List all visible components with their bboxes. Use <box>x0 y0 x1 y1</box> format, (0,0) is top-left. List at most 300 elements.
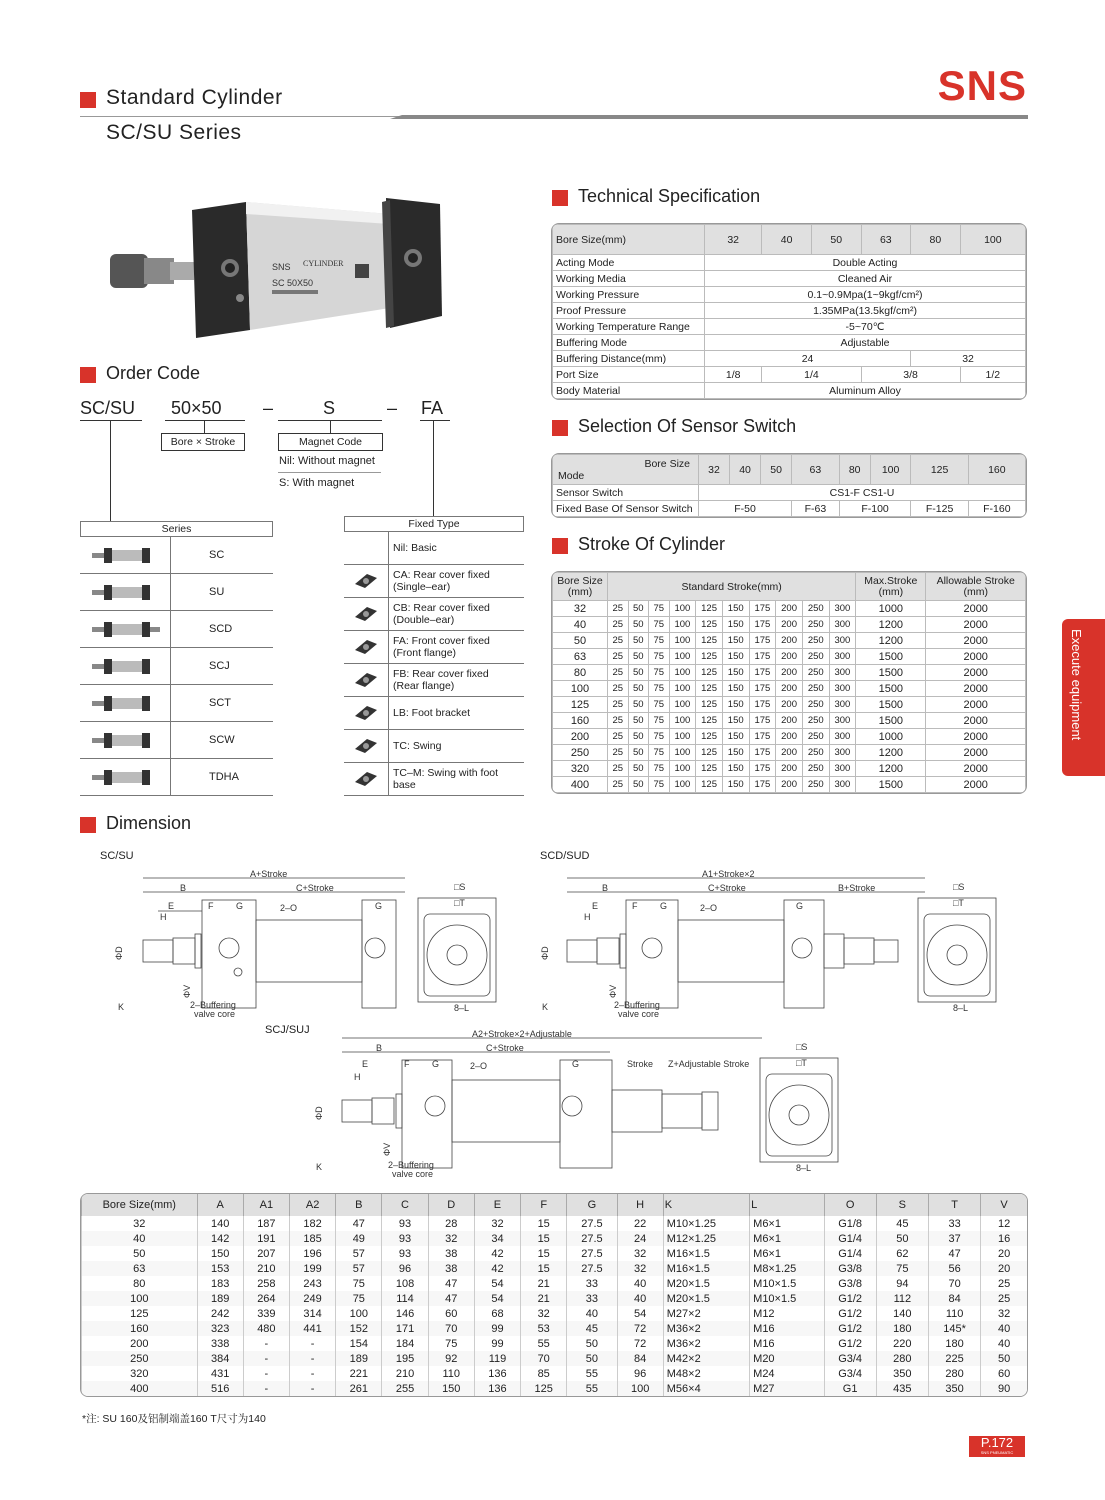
dim-cell: 62 <box>876 1246 928 1261</box>
dim-cell: 27.5 <box>567 1246 617 1261</box>
stroke-value: 125 <box>696 713 723 729</box>
stroke-value: 100 <box>669 777 696 793</box>
stroke-max: 1500 <box>856 713 926 729</box>
dim-cell: 93 <box>382 1246 428 1261</box>
stroke-row <box>553 697 1026 713</box>
pressure-label: Working Pressure <box>553 287 705 303</box>
stroke-value: 25 <box>608 649 629 665</box>
series-code: SC <box>209 549 225 561</box>
dim-cell: 34 <box>474 1231 520 1246</box>
proof-value: 1.35MPa(13.5kgf/cm²) <box>705 303 1026 319</box>
dim-row <box>82 1276 1028 1291</box>
stroke-value: 150 <box>722 633 749 649</box>
sensor-mode-label: Mode <box>558 470 585 482</box>
sensor-bore-50: 50 <box>761 455 792 485</box>
dim-cell: G1/8 <box>824 1216 876 1231</box>
fixed-connector <box>433 421 434 517</box>
scd-buf1-label: 2–Buffering <box>614 1000 660 1010</box>
dim-row <box>82 1381 1028 1396</box>
dim-cell: 40 <box>981 1321 1027 1336</box>
dim-cell: 55 <box>521 1336 567 1351</box>
dim-cell: 185 <box>289 1231 335 1246</box>
stroke-value: 100 <box>669 745 696 761</box>
dim-cell: G1/2 <box>824 1291 876 1306</box>
series-image-su <box>80 574 171 610</box>
scd-f-label: F <box>632 901 638 911</box>
pressure-value: 0.1~0.9Mpa(1~9kgf/cm²) <box>705 287 1026 303</box>
stroke-value: 250 <box>802 761 829 777</box>
dim-header: L <box>750 1194 824 1216</box>
sensor-base-f50: F-50 <box>699 501 792 517</box>
dim-cell: 47 <box>428 1276 474 1291</box>
stroke-value: 250 <box>802 617 829 633</box>
dim-cell: 150 <box>197 1246 243 1261</box>
dim-cell: 60 <box>981 1366 1027 1381</box>
stroke-value: 25 <box>608 697 629 713</box>
dim-cell: 32 <box>428 1231 474 1246</box>
fixed-type-header: Fixed Type <box>344 516 524 532</box>
dim-cell: M36×2 <box>663 1321 749 1336</box>
stroke-bore: 40 <box>553 617 608 633</box>
stroke-bore: 100 <box>553 681 608 697</box>
stroke-value: 175 <box>749 697 776 713</box>
dim-row <box>82 1321 1028 1336</box>
stroke-row <box>553 713 1026 729</box>
stroke-value: 300 <box>829 649 856 665</box>
sc-a-label: A+Stroke <box>250 869 288 879</box>
sensor-marker <box>552 420 568 436</box>
dim-cell: 140 <box>197 1216 243 1231</box>
dim-cell: 250 <box>82 1351 198 1366</box>
scd-k-label: K <box>542 1002 549 1012</box>
stroke-value: 200 <box>776 665 803 681</box>
dim-cell: 54 <box>474 1276 520 1291</box>
dim-cell: 210 <box>243 1261 289 1276</box>
dim-cell: 384 <box>197 1351 243 1366</box>
sensor-bore-80: 80 <box>839 455 870 485</box>
dim-cell: 100 <box>336 1306 382 1321</box>
dim-cell: 99 <box>474 1336 520 1351</box>
media-label: Working Media <box>553 271 705 287</box>
series-image-scd <box>80 611 171 647</box>
dim-cell: 68 <box>474 1306 520 1321</box>
dim-cell: G3/4 <box>824 1351 876 1366</box>
stroke-value: 25 <box>608 729 629 745</box>
dim-cell: 27.5 <box>567 1231 617 1246</box>
dim-cell: 56 <box>928 1261 980 1276</box>
series-image-scj <box>80 648 171 684</box>
dim-cell: 33 <box>567 1276 617 1291</box>
stroke-value: 100 <box>669 649 696 665</box>
stroke-max: 1000 <box>856 601 926 617</box>
port-label: Port Size <box>553 367 705 383</box>
stroke-value: 200 <box>776 649 803 665</box>
dim-cell: 142 <box>197 1231 243 1246</box>
stroke-allow: 2000 <box>926 745 1026 761</box>
dim-header: Bore Size(mm) <box>82 1194 198 1216</box>
scj-z-label: Z+Adjustable Stroke <box>668 1059 750 1069</box>
dim-header: V <box>981 1194 1027 1216</box>
dim-cell: 75 <box>336 1276 382 1291</box>
series-code: SU <box>209 586 225 598</box>
fixed-type-line2: (Front flange) <box>393 647 457 659</box>
stroke-allow: 2000 <box>926 665 1026 681</box>
dim-cell: - <box>243 1336 289 1351</box>
dim-cell: M6×1 <box>750 1231 824 1246</box>
dim-cell: 323 <box>197 1321 243 1336</box>
stroke-value: 150 <box>722 665 749 681</box>
stroke-value: 175 <box>749 601 776 617</box>
scd-g2-label: G <box>796 901 804 911</box>
stroke-bore: 80 <box>553 665 608 681</box>
dim-cell: 100 <box>617 1381 663 1396</box>
dim-cell: 75 <box>876 1261 928 1276</box>
dim-cell: G1 <box>824 1381 876 1396</box>
port-value-4: 1/2 <box>960 367 1025 383</box>
stroke-bore: 63 <box>553 649 608 665</box>
stroke-bore: 400 <box>553 777 608 793</box>
dim-row <box>82 1291 1028 1306</box>
stroke-value: 50 <box>628 729 649 745</box>
sc-2o-label: 2–O <box>280 903 298 913</box>
series-code: TDHA <box>209 771 239 783</box>
stroke-value: 300 <box>829 745 856 761</box>
tech-bore-100: 100 <box>960 225 1025 255</box>
dim-row <box>82 1216 1028 1231</box>
stroke-value: 250 <box>802 777 829 793</box>
stroke-value: 75 <box>649 649 670 665</box>
sensor-base-f125: F-125 <box>911 501 968 517</box>
stroke-bore: 160 <box>553 713 608 729</box>
stroke-value: 250 <box>802 697 829 713</box>
stroke-row <box>553 617 1026 633</box>
dim-cell: M6×1 <box>750 1216 824 1231</box>
stroke-allow-header: Allowable Stroke (mm) <box>926 573 1026 601</box>
stroke-value: 75 <box>649 601 670 617</box>
fixed-type-line1: Nil: Basic <box>393 542 437 554</box>
stroke-value: 200 <box>776 761 803 777</box>
stroke-value: 175 <box>749 761 776 777</box>
dim-cell: 350 <box>876 1366 928 1381</box>
tech-bore-32: 32 <box>705 225 762 255</box>
dim-row <box>82 1246 1028 1261</box>
stroke-value: 200 <box>776 617 803 633</box>
stroke-value: 50 <box>628 633 649 649</box>
dim-cell: 196 <box>289 1246 335 1261</box>
stroke-allow: 2000 <box>926 681 1026 697</box>
dim-cell: 110 <box>928 1306 980 1321</box>
sensor-bore-40: 40 <box>730 455 761 485</box>
scd-l-label: 8–L <box>953 1003 969 1013</box>
series-code: SCD <box>209 623 233 635</box>
dim-cell: 60 <box>428 1306 474 1321</box>
dim-cell: G3/8 <box>824 1261 876 1276</box>
dim-cell: 27.5 <box>567 1216 617 1231</box>
dim-cell: 40 <box>617 1291 663 1306</box>
stroke-value: 125 <box>696 729 723 745</box>
stroke-value: 100 <box>669 761 696 777</box>
order-code-dash1: – <box>263 398 274 418</box>
dim-cell: 431 <box>197 1366 243 1381</box>
scj-b-label: B <box>376 1043 383 1053</box>
scj-stroke-label: Stroke <box>627 1059 654 1069</box>
stroke-value: 75 <box>649 761 670 777</box>
dim-cell: 84 <box>928 1291 980 1306</box>
dim-cell: 47 <box>928 1246 980 1261</box>
tc-swing-icon <box>344 730 389 762</box>
stroke-value: 125 <box>696 633 723 649</box>
series-row <box>80 759 273 796</box>
bufdist-label: Buffering Distance(mm) <box>553 351 705 367</box>
dimension-table <box>80 1193 1028 1397</box>
dim-cell: M16×1.5 <box>663 1246 749 1261</box>
magnet-code-box: Magnet Code <box>278 433 383 451</box>
fixed-type-line1: CB: Rear cover fixed <box>393 602 490 614</box>
page-number-badge <box>969 1436 1025 1457</box>
order-code-series: SC/SU <box>80 398 136 418</box>
stroke-bore-header: Bore Size (mm) <box>553 573 608 601</box>
dim-row <box>82 1336 1028 1351</box>
dim-cell: 184 <box>382 1336 428 1351</box>
stroke-value: 150 <box>722 601 749 617</box>
dim-cell: - <box>289 1336 335 1351</box>
stroke-heading: Stroke Of Cylinder <box>552 534 725 555</box>
stroke-bore: 200 <box>553 729 608 745</box>
sensor-table <box>551 453 1027 518</box>
dim-cell: 32 <box>474 1216 520 1231</box>
stroke-value: 250 <box>802 745 829 761</box>
dim-row <box>82 1306 1028 1321</box>
body-value: Aluminum Alloy <box>705 383 1026 399</box>
dim-cell: 70 <box>428 1321 474 1336</box>
dim-cell: M6×1 <box>750 1246 824 1261</box>
dim-cell: M27×2 <box>663 1306 749 1321</box>
dim-cell: - <box>243 1366 289 1381</box>
dim-cell: 136 <box>474 1381 520 1396</box>
stroke-value: 75 <box>649 745 670 761</box>
series-row <box>80 574 273 611</box>
stroke-allow: 2000 <box>926 761 1026 777</box>
dim-cell: 25 <box>981 1276 1027 1291</box>
dim-cell: 199 <box>289 1261 335 1276</box>
stroke-max-header: Max.Stroke (mm) <box>856 573 926 601</box>
dim-header: A <box>197 1194 243 1216</box>
dim-cell: - <box>243 1381 289 1396</box>
dim-cell: 249 <box>289 1291 335 1306</box>
stroke-value: 25 <box>608 777 629 793</box>
dim-cell: 47 <box>336 1216 382 1231</box>
series-header: Series <box>80 521 273 537</box>
dim-header: T <box>928 1194 980 1216</box>
dim-cell: 55 <box>567 1366 617 1381</box>
dim-row <box>82 1351 1028 1366</box>
scj-drawing <box>310 1028 850 1183</box>
dim-cell: 72 <box>617 1321 663 1336</box>
stroke-allow: 2000 <box>926 713 1026 729</box>
stroke-value: 175 <box>749 665 776 681</box>
dim-cell: G1/4 <box>824 1231 876 1246</box>
tech-bore-label: Bore Size(mm) <box>553 225 705 255</box>
dim-cell: 96 <box>617 1366 663 1381</box>
scj-d-label: ΦD <box>314 1106 324 1120</box>
sensor-bore-32: 32 <box>699 455 730 485</box>
dim-cell: 225 <box>928 1351 980 1366</box>
scj-g2-label: G <box>572 1059 580 1069</box>
fixed-type-label <box>389 635 490 659</box>
dim-cell: 33 <box>567 1291 617 1306</box>
dim-cell: G1/2 <box>824 1306 876 1321</box>
sensor-switch-value: CS1-F CS1-U <box>699 485 1026 501</box>
dim-cell: 207 <box>243 1246 289 1261</box>
stroke-value: 75 <box>649 697 670 713</box>
dim-cell: 70 <box>928 1276 980 1291</box>
fixed-type-line1: TC–M: Swing with foot <box>393 767 499 779</box>
fixed-type-line1: FA: Front cover fixed <box>393 635 490 647</box>
stroke-value: 250 <box>802 713 829 729</box>
dim-cell: 160 <box>82 1321 198 1336</box>
stroke-bore: 50 <box>553 633 608 649</box>
series-table <box>80 521 273 796</box>
stroke-value: 25 <box>608 745 629 761</box>
stroke-max: 1500 <box>856 697 926 713</box>
acting-value: Double Acting <box>705 255 1026 271</box>
series-row <box>80 648 273 685</box>
dim-cell: 38 <box>428 1246 474 1261</box>
sensor-base-label: Fixed Base Of Sensor Switch <box>553 501 699 517</box>
fixed-type-label <box>389 668 489 692</box>
dim-cell: 338 <box>197 1336 243 1351</box>
stroke-value: 50 <box>628 665 649 681</box>
stroke-value: 150 <box>722 649 749 665</box>
stroke-value: 100 <box>669 729 696 745</box>
dim-cell: 15 <box>521 1216 567 1231</box>
temp-label: Working Temperature Range <box>553 319 705 335</box>
stroke-value: 75 <box>649 633 670 649</box>
stroke-max: 1500 <box>856 777 926 793</box>
dim-cell: 108 <box>382 1276 428 1291</box>
stroke-value: 100 <box>669 601 696 617</box>
dim-cell: 40 <box>981 1336 1027 1351</box>
dim-cell: 49 <box>336 1231 382 1246</box>
dimension-heading: Dimension <box>80 813 191 834</box>
dim-cell: M56×4 <box>663 1381 749 1396</box>
stroke-value: 200 <box>776 633 803 649</box>
stroke-max: 1500 <box>856 681 926 697</box>
stroke-std-header: Standard Stroke(mm) <box>608 573 856 601</box>
dim-header: C <box>382 1194 428 1216</box>
dim-cell: 32 <box>617 1246 663 1261</box>
stroke-value: 50 <box>628 681 649 697</box>
scd-v-label: ΦV <box>608 984 618 998</box>
dim-cell: 94 <box>876 1276 928 1291</box>
stroke-value: 150 <box>722 617 749 633</box>
dim-cell: 63 <box>82 1261 198 1276</box>
stroke-value: 300 <box>829 665 856 681</box>
dim-cell: 40 <box>567 1306 617 1321</box>
sc-l-label: 8–L <box>454 1003 470 1013</box>
stroke-max: 1200 <box>856 745 926 761</box>
sensor-bore-label: Bore Size <box>644 458 690 470</box>
dim-cell: 153 <box>197 1261 243 1276</box>
dimension-marker <box>80 817 96 833</box>
stroke-value: 300 <box>829 729 856 745</box>
sensor-corner <box>553 455 699 485</box>
stroke-row <box>553 633 1026 649</box>
dim-cell: 435 <box>876 1381 928 1396</box>
stroke-value: 300 <box>829 601 856 617</box>
stroke-bore: 125 <box>553 697 608 713</box>
stroke-value: 175 <box>749 729 776 745</box>
fixed-type-line2: (Rear flange) <box>393 680 455 692</box>
side-tab[interactable] <box>1062 619 1105 776</box>
series-image-sc <box>80 537 171 573</box>
scj-k-label: K <box>316 1162 323 1172</box>
order-code-magnet: S <box>323 398 336 418</box>
sensor-bore-63: 63 <box>792 455 840 485</box>
dim-header: A2 <box>289 1194 335 1216</box>
scd-drawing <box>540 868 1030 1023</box>
dim-cell: 50 <box>876 1231 928 1246</box>
dim-row <box>82 1366 1028 1381</box>
fixed-type-line1: LB: Foot bracket <box>393 707 471 719</box>
stroke-value: 75 <box>649 681 670 697</box>
dim-cell: 146 <box>382 1306 428 1321</box>
dim-cell: 96 <box>382 1261 428 1276</box>
dim-cell: 441 <box>289 1321 335 1336</box>
stroke-value: 300 <box>829 761 856 777</box>
dim-cell: M42×2 <box>663 1351 749 1366</box>
dim-row <box>82 1261 1028 1276</box>
product-label-model: SC 50X50 <box>272 278 314 288</box>
sensor-base-f160: F-160 <box>968 501 1025 517</box>
scj-h-label: H <box>354 1072 361 1082</box>
order-code-fixed: FA <box>421 398 444 418</box>
stroke-value: 300 <box>829 713 856 729</box>
stroke-value: 125 <box>696 777 723 793</box>
scj-v-label: ΦV <box>382 1142 392 1156</box>
scj-l-label: 8–L <box>796 1163 812 1173</box>
stroke-value: 100 <box>669 633 696 649</box>
dim-cell: 55 <box>567 1381 617 1396</box>
dim-cell: 85 <box>521 1366 567 1381</box>
stroke-row <box>553 761 1026 777</box>
side-tab-label: Execute equipment <box>1069 629 1084 741</box>
dim-cell: 119 <box>474 1351 520 1366</box>
ca-bracket-icon <box>344 565 389 597</box>
stroke-value: 150 <box>722 697 749 713</box>
dim-cell: 99 <box>474 1321 520 1336</box>
stroke-value: 175 <box>749 633 776 649</box>
dim-cell: M10×1.25 <box>663 1216 749 1231</box>
fixed-type-label <box>389 707 470 719</box>
dim-cell: 32 <box>617 1261 663 1276</box>
stroke-value: 175 <box>749 649 776 665</box>
stroke-value: 300 <box>829 777 856 793</box>
fixed-type-row <box>344 565 524 598</box>
fixed-type-table <box>344 516 524 796</box>
stroke-value: 200 <box>776 697 803 713</box>
sc-v-label: ΦV <box>182 984 192 998</box>
dim-cell: 191 <box>243 1231 289 1246</box>
stroke-value: 175 <box>749 713 776 729</box>
stroke-marker <box>552 538 568 554</box>
dim-cell: 243 <box>289 1276 335 1291</box>
dim-header: S <box>876 1194 928 1216</box>
stroke-value: 100 <box>669 713 696 729</box>
dim-cell: 189 <box>336 1351 382 1366</box>
series-image-sct <box>80 685 171 721</box>
dim-cell: - <box>289 1351 335 1366</box>
